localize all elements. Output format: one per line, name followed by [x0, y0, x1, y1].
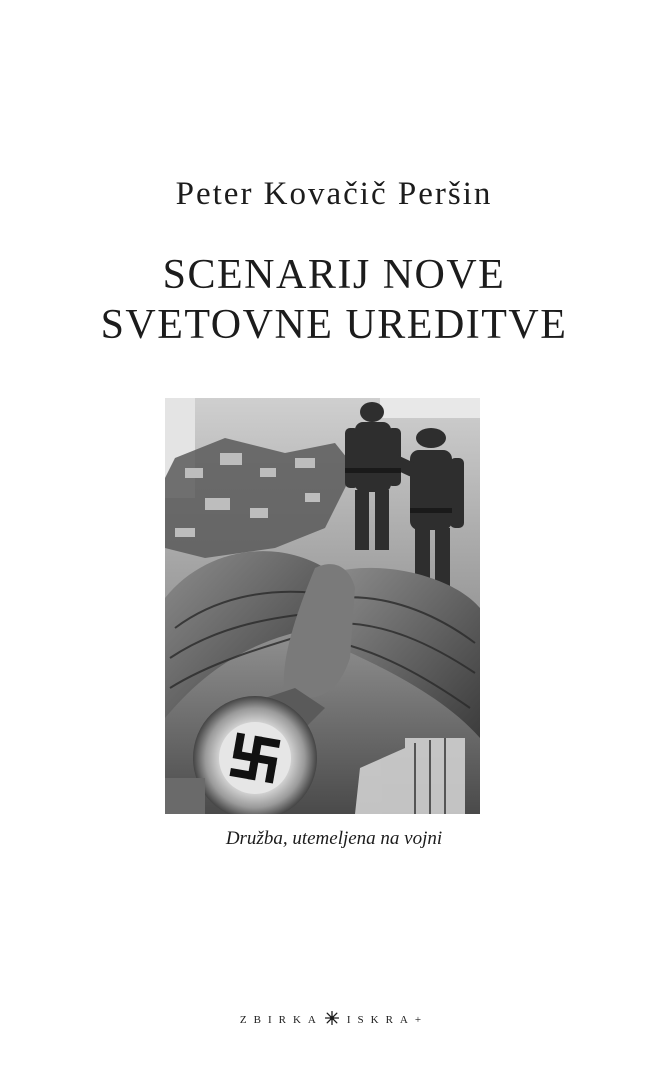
cover-photo-illustration: [165, 398, 480, 814]
book-title: [0, 250, 668, 350]
star-burst-icon: [325, 1011, 339, 1025]
cover-photo: [165, 398, 480, 814]
series-label-left: ZBIRKA: [239, 1014, 323, 1026]
book-subtitle: Družba, utemeljena na vojni: [225, 828, 443, 849]
author-name: Peter Kovačič Peršin: [175, 176, 493, 212]
title-line-2: SVETOVNE UREDITVE: [100, 302, 568, 348]
title-line-1: SCENARIJ NOVE: [162, 252, 506, 298]
series-label-right: ISKRA+: [346, 1014, 429, 1026]
series-mark: [0, 1010, 668, 1030]
